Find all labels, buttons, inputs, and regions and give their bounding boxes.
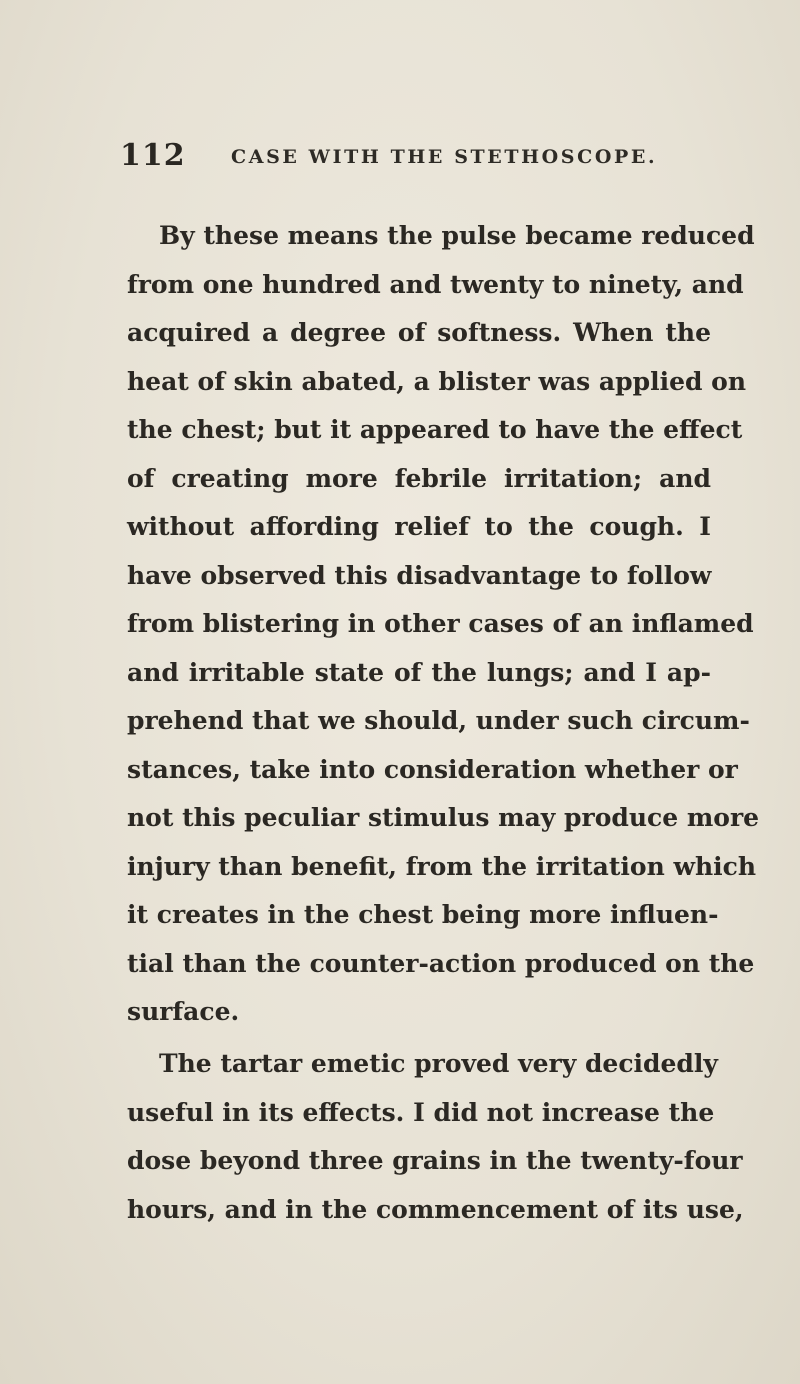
text-line: useful in its effects. I did not increase the <box>127 1097 715 1127</box>
text-line: The tartar emetic proved very decidedly <box>159 1049 718 1078</box>
page-number: 112 <box>120 138 186 173</box>
text-line: the chest; but it appeared to have the effect <box>127 415 743 444</box>
text-line: from blistering in other cases of an inflamed <box>127 609 754 638</box>
text-line: tial than the counter-action produced on the <box>127 948 755 978</box>
text-line: injury than benefit, from the irritation which <box>127 851 757 881</box>
running-head <box>120 138 720 178</box>
text-line: acquired a degree of softness. When the <box>127 318 711 347</box>
text-line: have observed this disadvantage to follow <box>127 560 712 590</box>
paragraph-2 <box>127 1040 744 1234</box>
text-line: it creates in the chest being more influen- <box>127 900 719 929</box>
text-line: stances, take into consideration whether or <box>127 754 738 784</box>
text-line: prehend that we should, under such circum- <box>127 706 750 735</box>
text-line: and irritable state of the lungs; and I ap- <box>127 657 711 687</box>
running-title: CASE WITH THE STETHOSCOPE. <box>231 146 658 168</box>
text-line: without affording relief to the cough. I <box>127 512 711 541</box>
text-line: dose beyond three grains in the twenty-four <box>127 1146 743 1175</box>
text-line: By these means the pulse became reduced <box>159 221 755 250</box>
text-line: of creating more febrile irritation; and <box>127 463 711 493</box>
text-line: not this peculiar stimulus may produce more <box>127 803 760 832</box>
text-line: from one hundred and twenty to ninety, and <box>127 269 744 299</box>
text-line: surface. <box>127 997 240 1026</box>
text-line: hours, and in the commencement of its use, <box>127 1194 744 1224</box>
text-line: heat of skin abated, a blister was applied on <box>127 366 747 396</box>
paragraph-1 <box>127 212 760 1037</box>
